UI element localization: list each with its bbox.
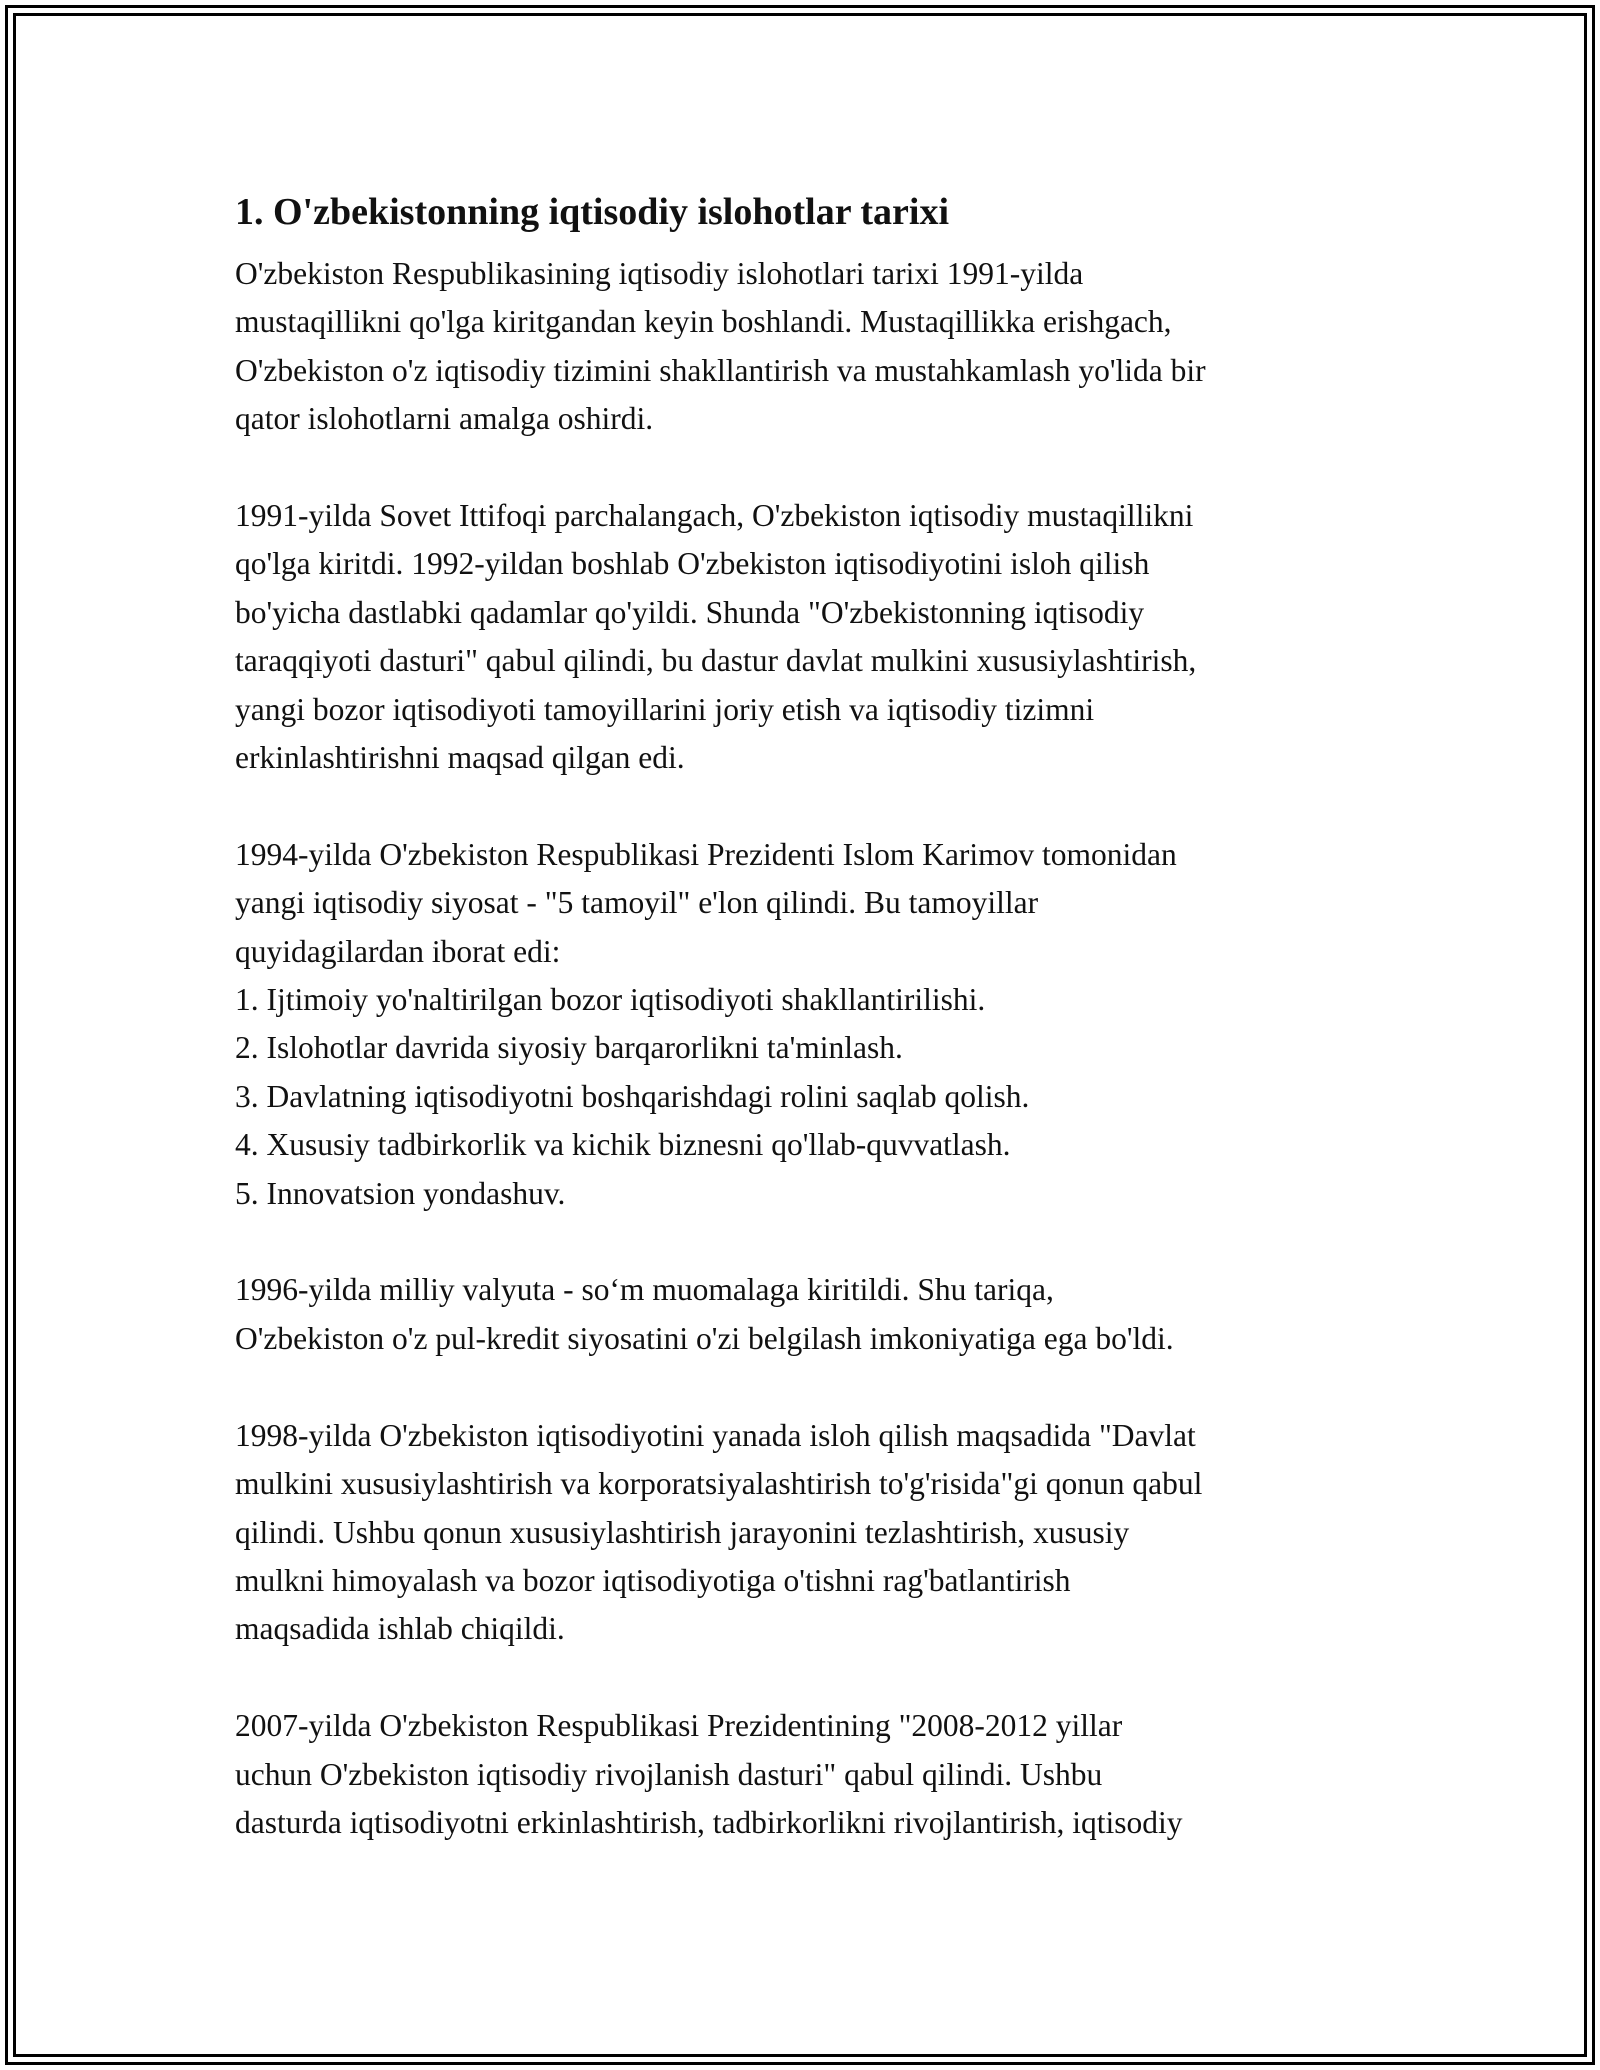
text-line: erkinlashtirishni maqsad qilgan edi. — [235, 740, 685, 776]
paragraph-1994 — [235, 831, 1385, 1218]
paragraph-1996 — [235, 1266, 1385, 1363]
document-body — [235, 182, 1385, 1896]
list-item: 1. Ijtimoiy yo'naltirilgan bozor iqtisodiyoti shakllantirilishi. — [235, 982, 986, 1018]
text-line: taraqqiyoti dasturi" qabul qilindi, bu dastur davlat mulkini xususiylashtirish, — [235, 643, 1197, 679]
text-line: qilindi. Ushbu qonun xususiylashtirish jarayonini tezlashtirish, xususiy — [235, 1514, 1130, 1550]
text-line: qator islohotlarni amalga oshirdi. — [235, 401, 654, 437]
text-line: qo'lga kiritdi. 1992-yildan boshlab O'zbekiston iqtisodiyotini isloh qilish — [235, 546, 1150, 582]
text-line: 1994-yilda O'zbekiston Respublikasi Prezidenti Islom Karimov tomonidan — [235, 836, 1177, 872]
list-item: 4. Xususiy tadbirkorlik va kichik biznesni qo'llab-quvvatlash. — [235, 1127, 1011, 1163]
list-item: 2. Islohotlar davrida siyosiy barqarorlikni ta'minlash. — [235, 1030, 903, 1066]
list-item: 3. Davlatning iqtisodiyotni boshqarishdagi rolini saqlab qolish. — [235, 1078, 1030, 1114]
document-title: 1. O'zbekistonning iqtisodiy islohotlar tarixi — [235, 191, 950, 233]
list-item: 5. Innovatsion yondashuv. — [235, 1175, 566, 1211]
text-line: mulkini xususiylashtirish va korporatsiyalashtirish to'g'risida"gi qonun qabul — [235, 1466, 1203, 1502]
text-line: dasturda iqtisodiyotni erkinlashtirish, tadbirkorlikni rivojlantirish, iqtisodiy — [235, 1804, 1183, 1840]
text-line: maqsadida ishlab chiqildi. — [235, 1611, 565, 1647]
paragraph-1998 — [235, 1412, 1385, 1654]
text-line: uchun O'zbekiston iqtisodiy rivojlanish dasturi" qabul qilindi. Ushbu — [235, 1756, 1103, 1792]
text-line: yangi bozor iqtisodiyoti tamoyillarini joriy etish va iqtisodiy tizimni — [235, 691, 1095, 727]
text-line: O'zbekiston o'z pul-kredit siyosatini o'zi belgilash imkoniyatiga ega bo'ldi. — [235, 1320, 1174, 1356]
text-line: yangi iqtisodiy siyosat - "5 tamoyil" e'lon qilindi. Bu tamoyillar — [235, 885, 1039, 921]
text-line: bo'yicha dastlabki qadamlar qo'yildi. Shunda "O'zbekistonning iqtisodiy — [235, 594, 1145, 630]
paragraph-2007 — [235, 1702, 1385, 1847]
text-line: mulkni himoyalash va bozor iqtisodiyotiga o'tishni rag'batlantirish — [235, 1562, 1071, 1598]
text-line: 1991-yilda Sovet Ittifoqi parchalangach, O'zbekiston iqtisodiy mustaqillikni — [235, 498, 1194, 534]
text-line: 2007-yilda O'zbekiston Respublikasi Prezidentining "2008-2012 yillar — [235, 1708, 1123, 1744]
text-line: mustaqillikni qo'lga kiritgandan keyin boshlandi. Mustaqillikka erishgach, — [235, 304, 1172, 340]
paragraph-1991 — [235, 492, 1385, 782]
text-line: 1998-yilda O'zbekiston iqtisodiyotini yanada isloh qilish maqsadida "Davlat — [235, 1417, 1196, 1453]
text-line: O'zbekiston Respublikasining iqtisodiy islohotlari tarixi 1991-yilda — [235, 256, 1084, 291]
text-line: quyidagilardan iborat edi: — [235, 933, 561, 969]
paragraph-intro — [235, 250, 1385, 444]
text-line: O'zbekiston o'z iqtisodiy tizimini shakllantirish va mustahkamlash yo'lida bir — [235, 352, 1206, 388]
text-line: 1996-yilda milliy valyuta - so‘m muomalaga kiritildi. Shu tariqa, — [235, 1272, 1054, 1308]
